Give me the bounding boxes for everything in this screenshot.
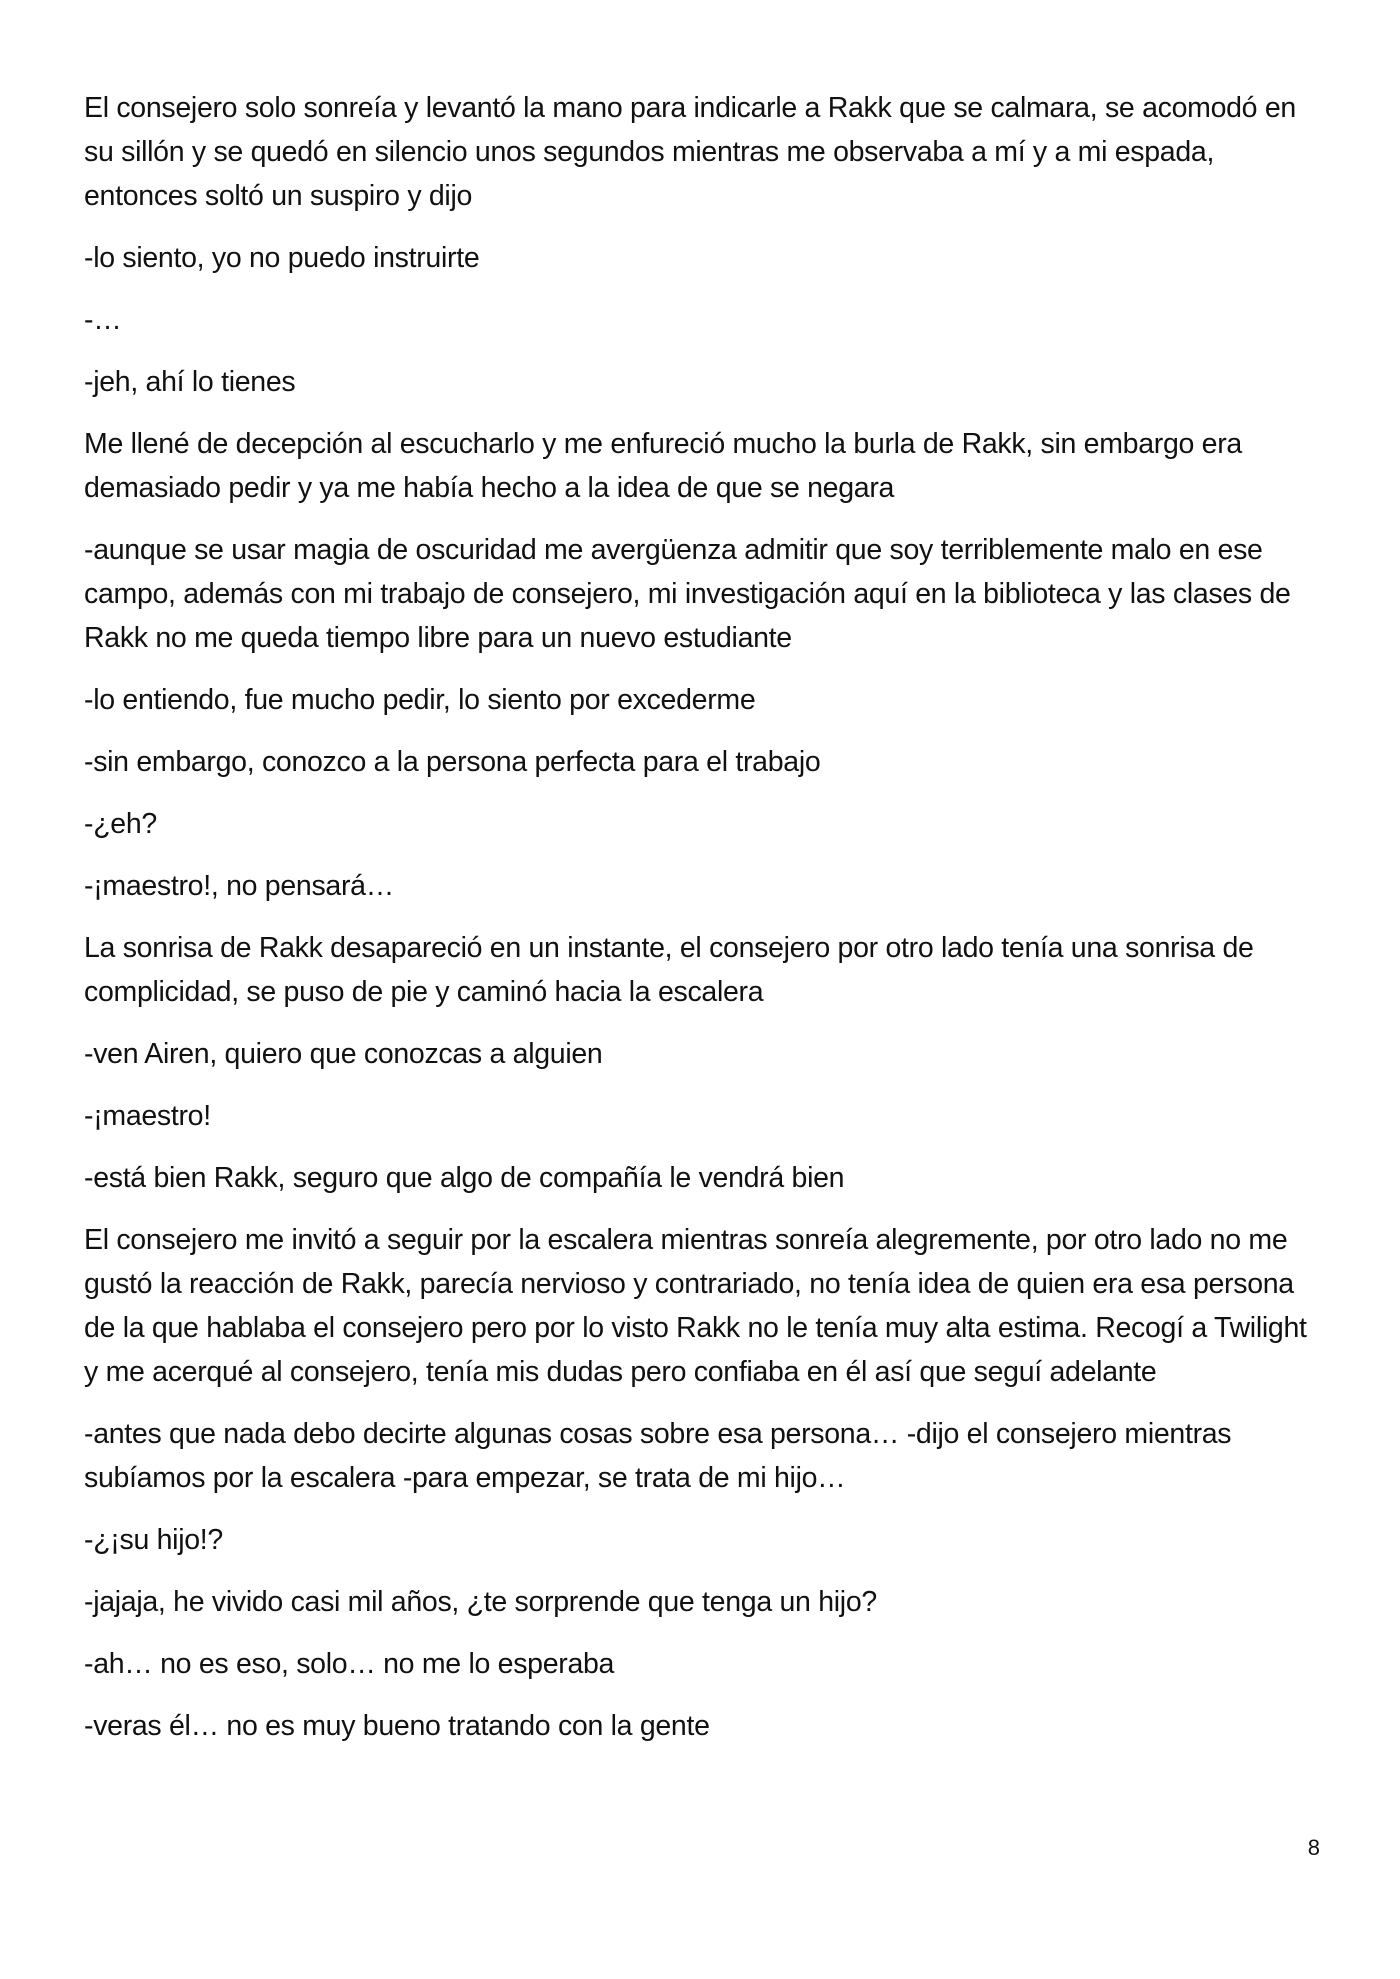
paragraph: -sin embargo, conozco a la persona perfecta para el trabajo — [84, 746, 821, 778]
paragraph: -antes que nada debo decirte algunas cosas sobre esa persona… -dijo el consejero mientras subíamos por la escalera -para empezar, se trata de mi hijo… — [84, 1418, 1232, 1494]
paragraph: -lo siento, yo no puedo instruirte — [84, 242, 480, 274]
page-number: 8 — [1307, 1835, 1320, 1860]
paragraph: -ven Airen, quiero que conozcas a alguien — [84, 1038, 603, 1070]
paragraph: -aunque se usar magia de oscuridad me avergüenza admitir que soy terriblemente malo en ese campo, además con mi trabajo de consejero, mi investigación aquí en la biblioteca y las clases de Rakk no me queda tiempo libre para un nuevo estudiante — [84, 534, 1291, 654]
page-body — [84, 86, 1320, 1766]
paragraph: -jajaja, he vivido casi mil años, ¿te sorprende que tenga un hijo? — [84, 1586, 877, 1618]
paragraph: La sonrisa de Rakk desapareció en un instante, el consejero por otro lado tenía una sonrisa de complicidad, se puso de pie y caminó hacia la escalera — [84, 932, 1254, 1008]
paragraph: -jeh, ahí lo tienes — [84, 366, 296, 398]
paragraph: -¿eh? — [84, 808, 157, 840]
paragraph: -ah… no es eso, solo… no me lo esperaba — [84, 1648, 615, 1680]
paragraph: Me llené de decepción al escucharlo y me enfureció mucho la burla de Rakk, sin embargo era demasiado pedir y ya me había hecho a la idea de que se negara — [84, 428, 1242, 504]
paragraph: El consejero solo sonreía y levantó la mano para indicarle a Rakk que se calmara, se acomodó en su sillón y se quedó en silencio unos segundos mientras me observaba a mí y a mi espada, entonces soltó un suspiro y dijo — [84, 92, 1296, 212]
paragraph: -veras él… no es muy bueno tratando con la gente — [84, 1710, 710, 1742]
paragraph: El consejero me invitó a seguir por la escalera mientras sonreía alegremente, por otro lado no me gustó la reacción de Rakk, parecía nervioso y contrariado, no tenía idea de quien era esa persona de la que hablaba el consejero pero por lo visto Rakk no le tenía muy alta estima. Recogí a Twilight y me acerqué al consejero, tenía mis dudas pero confiaba en él así que seguí adelante — [84, 1224, 1307, 1388]
paragraph: -¿¡su hijo!? — [84, 1524, 223, 1556]
paragraph: -está bien Rakk, seguro que algo de compañía le vendrá bien — [84, 1162, 845, 1194]
paragraph: -lo entiendo, fue mucho pedir, lo siento por excederme — [84, 684, 756, 716]
paragraph: -¡maestro! — [84, 1100, 211, 1132]
paragraph: -… — [84, 304, 122, 336]
paragraph: -¡maestro!, no pensará… — [84, 870, 394, 902]
